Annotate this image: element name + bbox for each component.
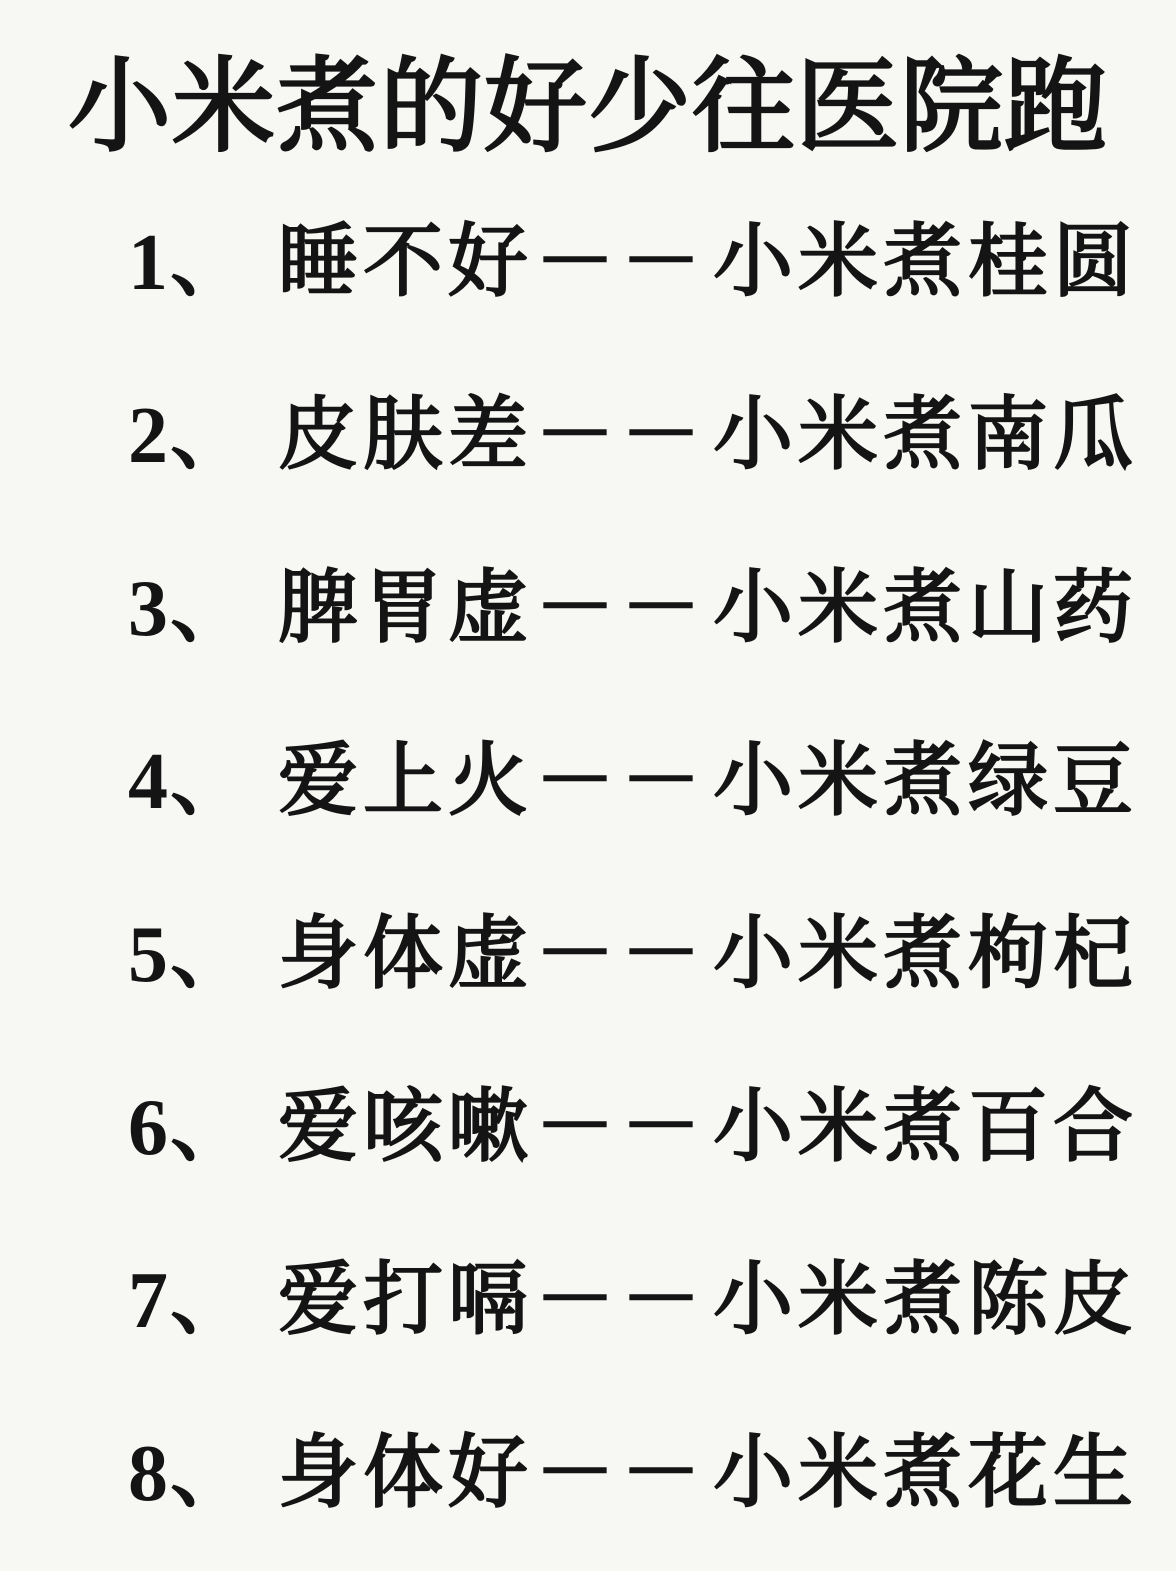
item-remedy: 小米煮陈皮 — [713, 1257, 1138, 1345]
item-dash: －－ — [535, 565, 707, 653]
item-number: 2、 — [128, 392, 252, 480]
list-item — [0, 514, 1176, 687]
item-condition: 皮肤差 — [278, 392, 533, 480]
item-remedy: 小米煮枸杞 — [713, 911, 1138, 999]
item-dash: －－ — [535, 219, 707, 307]
item-remedy: 小米煮花生 — [713, 1430, 1138, 1518]
list-item — [0, 1379, 1176, 1552]
item-remedy: 小米煮百合 — [713, 1084, 1138, 1172]
item-dash: －－ — [535, 1430, 707, 1518]
item-condition: 爱打嗝 — [278, 1257, 533, 1345]
item-remedy: 小米煮绿豆 — [713, 738, 1138, 826]
item-dash: －－ — [535, 1257, 707, 1345]
item-condition: 爱上火 — [278, 738, 533, 826]
item-number: 3、 — [128, 565, 252, 653]
item-remedy: 小米煮山药 — [713, 565, 1138, 653]
item-number: 4、 — [128, 738, 252, 826]
item-number: 5、 — [128, 911, 252, 999]
item-condition: 脾胃虚 — [278, 565, 533, 653]
item-condition: 爱咳嗽 — [278, 1084, 533, 1172]
list-item — [0, 1033, 1176, 1206]
item-dash: －－ — [535, 392, 707, 480]
item-condition: 身体好 — [278, 1430, 533, 1518]
list-item — [0, 687, 1176, 860]
list-item — [0, 168, 1176, 341]
item-remedy: 小米煮桂圆 — [713, 219, 1138, 307]
item-condition: 身体虚 — [278, 911, 533, 999]
item-number: 1、 — [128, 219, 252, 307]
item-number: 6、 — [128, 1084, 252, 1172]
item-dash: －－ — [535, 911, 707, 999]
item-number: 7、 — [128, 1257, 252, 1345]
benefit-list — [0, 168, 1176, 1552]
item-dash: －－ — [535, 1084, 707, 1172]
item-condition: 睡不好 — [278, 219, 533, 307]
list-item — [0, 1206, 1176, 1379]
item-dash: －－ — [535, 738, 707, 826]
list-item — [0, 341, 1176, 514]
item-remedy: 小米煮南瓜 — [713, 392, 1138, 480]
item-number: 8、 — [128, 1430, 252, 1518]
list-item — [0, 860, 1176, 1033]
poster-title: 小米煮的好少往医院跑 — [68, 51, 1108, 165]
